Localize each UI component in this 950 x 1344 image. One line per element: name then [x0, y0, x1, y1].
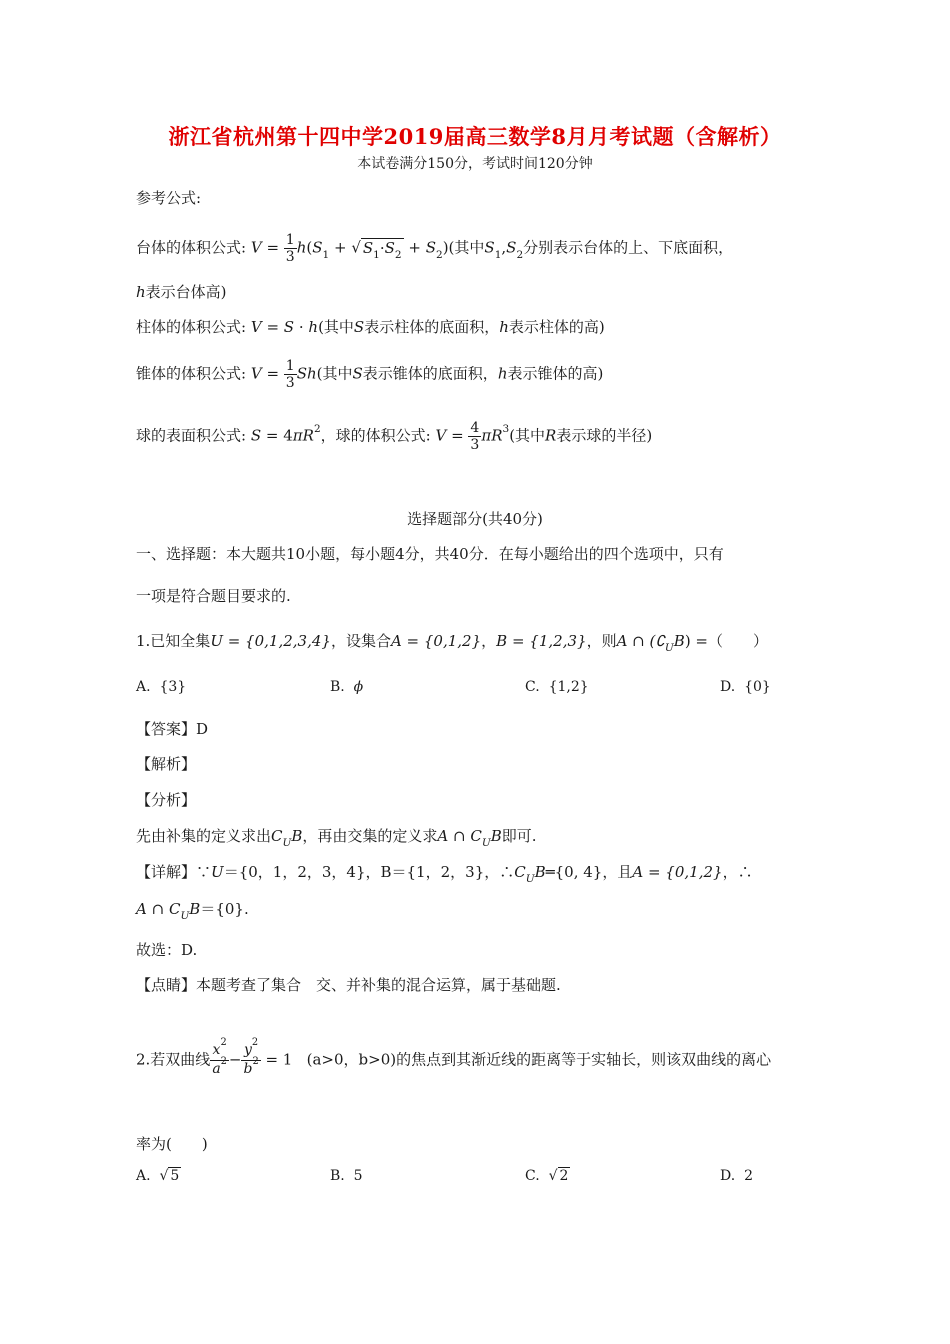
- q2-option-b: B. 5: [330, 1168, 363, 1184]
- q1-fenxi-text: 先由补集的定义求出$C_UB$，再由交集的定义求A ∩ $C_UB$即可.: [136, 827, 537, 849]
- q2-option-a: A. √ 5: [136, 1168, 180, 1184]
- section-title: 选择题部分(共40分): [407, 510, 543, 528]
- q2-stem: 2.若双曲线 $\frac{x^2}{a^2}$ − $\frac{y^2}{b^2}$ = 1 (a>0，b>0)的焦点到其渐近线的距离等于实轴长，则该双曲线的离心: [136, 1037, 772, 1077]
- formula-cone: 锥体的体积公式: V = $\frac{1}{3}$ Sh(其中S表示锥体的底面积，h表示锥体的高): [136, 358, 604, 391]
- formula-heading: 参考公式:: [136, 189, 202, 207]
- q1-comment: 【点睛】本题考查了集合 交、并补集的混合运算，属于基础题.: [136, 976, 561, 994]
- q1-option-c: C. {1,2}: [525, 679, 589, 695]
- q1-detail: 【详解】∵U＝{0，1，2，3，4}，B＝{1，2，3}，$\therefore C_UB═\{0$, 4}，且A = {0,1,2}，∴: [136, 863, 753, 885]
- formula-prism: 柱体的体积公式: V = S · h(其中S表示柱体的底面积，h表示柱体的高): [136, 318, 605, 336]
- q1-stem: 1.已知全集U = {0,1,2,3,4}，设集合A = {0,1,2}，B = {1,2,3}，则A ∩ $(∁_UB)$ =（ ）: [136, 632, 769, 654]
- q1-answer: 【答案】D: [136, 720, 209, 738]
- q1-detail-cont: A ∩ $C_UB=\{0\}$.: [136, 900, 249, 922]
- q1-option-b: B. ϕ: [330, 679, 364, 695]
- page-subtitle: 本试卷满分150分，考试时间120分钟: [357, 156, 593, 172]
- section-intro-line1: 一、选择题：本大题共10小题，每小题4分，共40分．在每小题给出的四个选项中，只有: [136, 545, 724, 563]
- q1-choose: 故选：D.: [136, 941, 198, 959]
- q1-fenxi: 【分析】: [136, 791, 197, 809]
- q1-option-d: D. {0}: [720, 679, 771, 695]
- formula-sphere: 球的表面积公式: $S = 4\pi R^2$，球的体积公式: V = $\frac{4}{3}$ $\pi R^3$(其中R表示球的半径): [136, 420, 653, 453]
- q2-option-c: C. √ 2: [525, 1168, 569, 1184]
- formula-frustum: 台体的体积公式: V = $\frac{1}{3}$ $h(S_1$ + √ $S_1\cdot S_2 + S_2$)(其中$S_1,S_2$分别表示台体的上、下底面积，: [136, 232, 734, 265]
- formula-frustum-note: h表示台体高): [136, 283, 227, 301]
- page-title: 浙江省杭州第十四中学2019届高三数学8月月考试题（含解析）: [168, 124, 782, 149]
- section-intro-line2: 一项是符合题目要求的.: [136, 587, 291, 605]
- q2-option-d: D. 2: [720, 1168, 754, 1184]
- q1-option-a: A. {3}: [136, 679, 187, 695]
- q1-jiexi: 【解析】: [136, 755, 197, 773]
- q2-stem-cont: 率为( ): [136, 1135, 208, 1153]
